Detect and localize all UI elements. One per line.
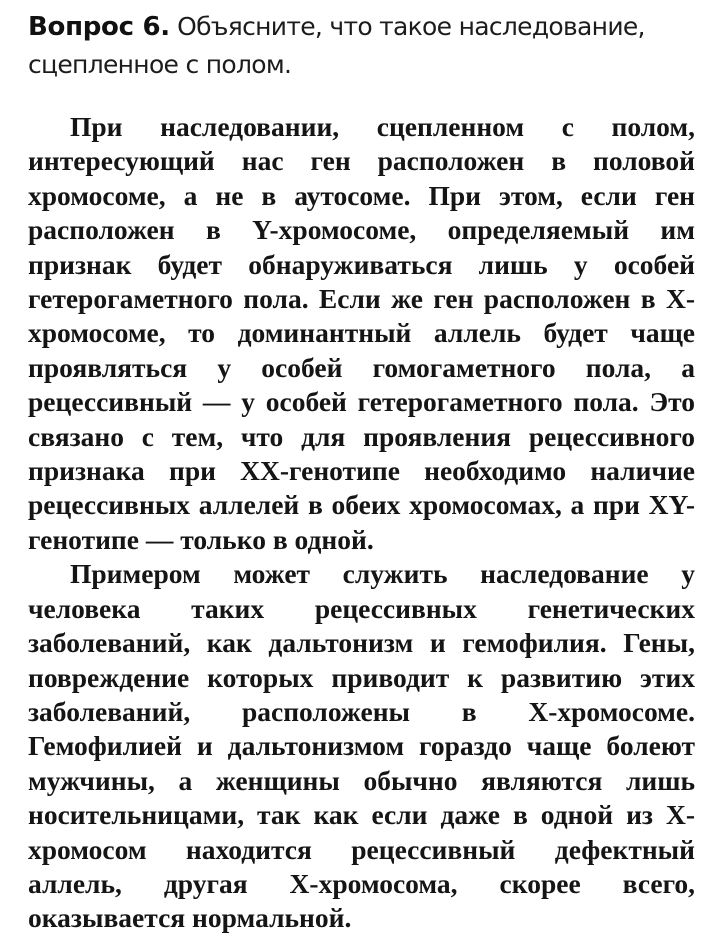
question-text: Объясните, что такое наследование, сцепленное с полом. (28, 12, 645, 79)
answer-paragraph-1: При наследовании, сцепленном с полом, интересующий нас ген расположен в половой хромосоме, а не в аутосоме. При этом, если ген расположен в Y-хромосоме, определяемый им признак будет обнаруживаться лишь у особей гетерогаметного пола. Если же ген расположен в X-хромосоме, то доминантный аллель будет чаще проявляться у особей гомогаметного пола, а рецессивный — у особей гетерогаметного пола. Это связано с тем, что для проявления рецессивного признака при XX-генотипе необходимо наличие рецессивных аллелей в обеих хромосомах, а при XY-генотипе — только в одной. (28, 111, 695, 555)
answer-body (28, 110, 695, 936)
answer-paragraph-2: Примером может служить наследование у человека таких рецессивных генетических заболеваний, как дальтонизм и гемофилия. Гены, повреждение которых приводит к развитию этих заболеваний, расположены в X-хромосоме. Гемофилией и дальтонизмом гораздо чаще болеют мужчины, а женщины обычно являются лишь носительницами, так как если даже в одной из X-хромосом находится рецессивный дефектный аллель, другая X-хромосома, скорее всего, оказывается нормальной. (28, 558, 695, 934)
question-heading (28, 8, 695, 84)
question-label: Вопрос 6. (28, 12, 170, 42)
